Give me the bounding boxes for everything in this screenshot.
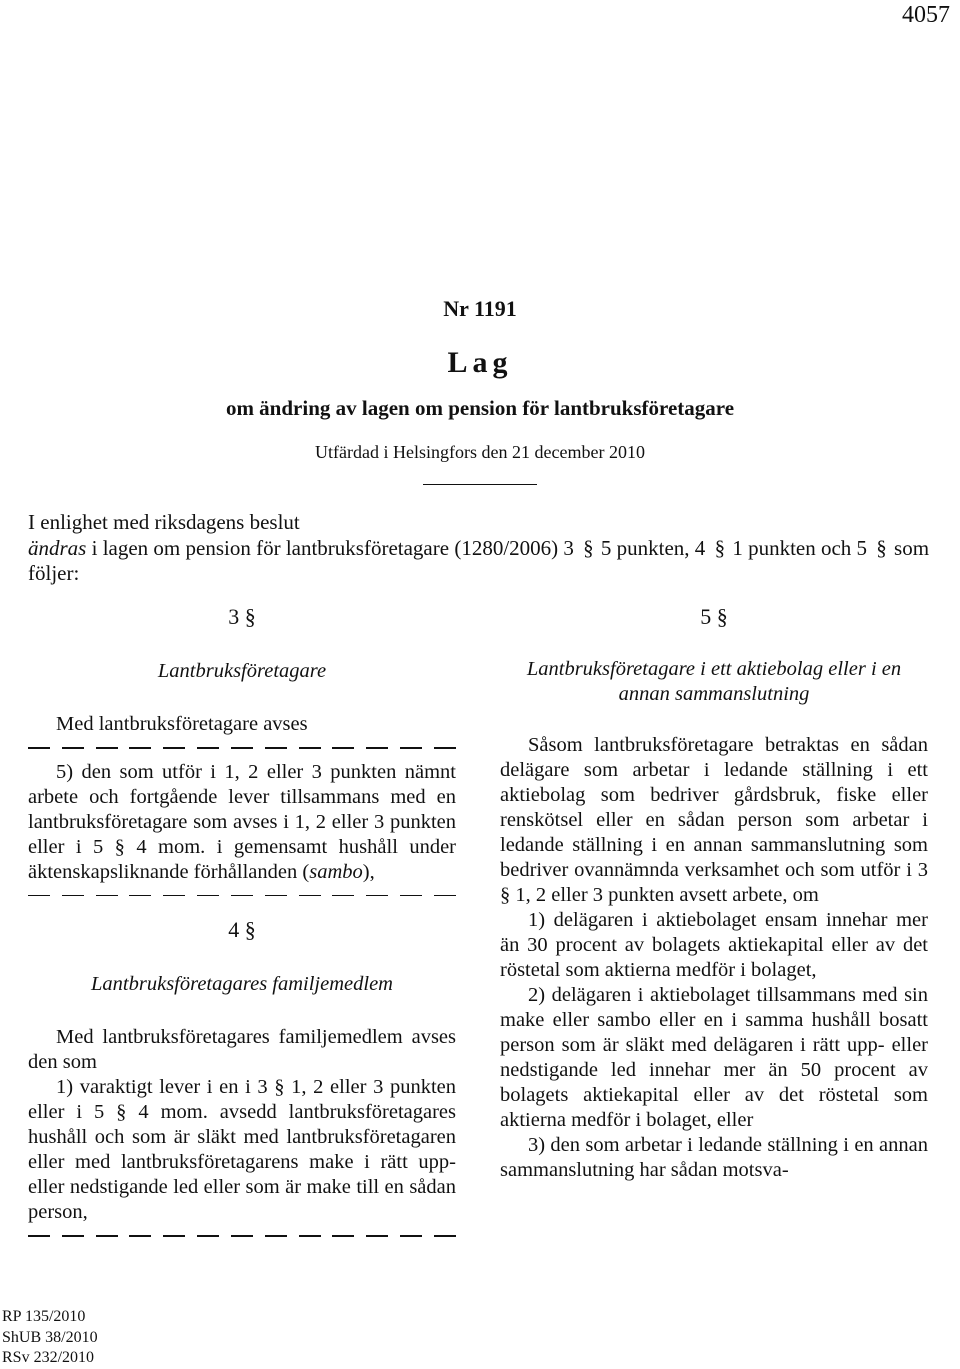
reference-committee-report: ShUB 38/2010 (2, 1328, 98, 1346)
amends-text-4: som följer: (28, 535, 930, 585)
right-column (500, 604, 928, 1183)
item-5-term: sambo (309, 860, 363, 883)
section-4-item-1: 1) varaktigt lever i en i 3 § 1, 2 eller 3 punkten eller i 5 § 4 mom. avsedd lantbruksföretagares hushåll och som är släkt med lantbruksföretagaren eller med lantbruksföretagarens make i rätt upp- eller nedstigande led eller som är make till en sådan person, (28, 1076, 456, 1223)
section-5-lead: Såsom lantbruksföretagare betraktas en sådan delägare som arbetar i ledande ställning i ett aktiebolag som bedriver gårdsbruk, fiske eller renskötsel eller en sådan person som arbetar i ledande ställning i en annan sammanslutning som bedriver ovannämnda verksamhet och som utför i 3 § 1, 2 eller 3 punkten avsett arbete, om (500, 734, 928, 906)
omission-dashes (28, 885, 456, 908)
section-5-item-1: 1) delägaren i aktiebolaget ensam innehar mer än 30 procent av bolagets aktiekapital eller av det röstetal som aktierna medför i bolaget, (500, 909, 928, 981)
document-number: Nr 1191 (443, 296, 517, 321)
omission-dashes (28, 737, 456, 760)
amendment-line (28, 536, 940, 587)
section-sign: § (876, 535, 887, 560)
amends-text-3: 1 punkten och 5 (732, 535, 868, 560)
legislative-references (2, 1307, 98, 1369)
amends-text-1: i lagen om pension för lantbruksföretagare (1280/2006) 3 (86, 535, 574, 560)
enacting-line: I enlighet med riksdagens beslut (28, 510, 300, 534)
section-3-lead: Med lantbruksföretagare avses (56, 713, 308, 735)
amends-word: ändras (28, 535, 87, 560)
reference-government-proposal: RP 135/2010 (2, 1308, 86, 1325)
section-5-item-2: 2) delägaren i aktiebolaget tillsammans med sin make eller sambo eller en i samma hushåll bosatt person som är släkt med delägaren i rätt upp- eller nedstigande led innehar mer än 50 procent av bolagets aktiekapital eller av det röstetal som aktierna medför i bolaget, eller (500, 984, 928, 1131)
issued-line: Utfärdad i Helsingfors den 21 december 2010 (315, 442, 645, 462)
left-column (28, 604, 456, 1248)
section-3-item-5 (28, 760, 456, 885)
section-3-title: Lantbruksföretagare (157, 660, 327, 682)
page-number: 4057 (902, 2, 950, 28)
section-4-lead: Med lantbruksföretagares familjemedlem avses den som (28, 1026, 456, 1073)
section-sign: § (583, 535, 594, 560)
section-5-title: Lantbruksföretagare i ett aktiebolag eller i en annan sammanslutning (526, 658, 902, 705)
section-5-item-3: 3) den som arbetar i ledande ställning i en annan sammanslutning har sådan motsva- (500, 1134, 928, 1181)
section-4-heading: 4 § (228, 917, 256, 942)
section-4-title: Lantbruksföretagares familjemedlem (91, 973, 393, 995)
reference-parliament-reply: RSv 232/2010 (2, 1349, 95, 1366)
title-divider (423, 484, 537, 485)
section-5-heading: 5 § (700, 604, 728, 629)
item-5-close: ), (362, 860, 375, 883)
item-5-text: 5) den som utför i 1, 2 eller 3 punkten nämnt arbete och fortgående lever tillsammans med en lantbruksföretagare som avses i 1, 2 eller 3 punkten eller i 5 § 4 mom. i gemensamt hushåll under äktenskapsliknande förhållanden ( (28, 760, 456, 883)
amends-text-2: 5 punkten, 4 (600, 535, 706, 560)
document-type: Lag (447, 346, 513, 379)
omission-dashes (28, 1225, 456, 1248)
document-title: om ändring av lagen om pension för lantbruksföretagare (225, 396, 735, 420)
section-sign: § (714, 535, 726, 560)
enacting-clause (28, 510, 940, 587)
section-3-heading: 3 § (228, 604, 256, 629)
